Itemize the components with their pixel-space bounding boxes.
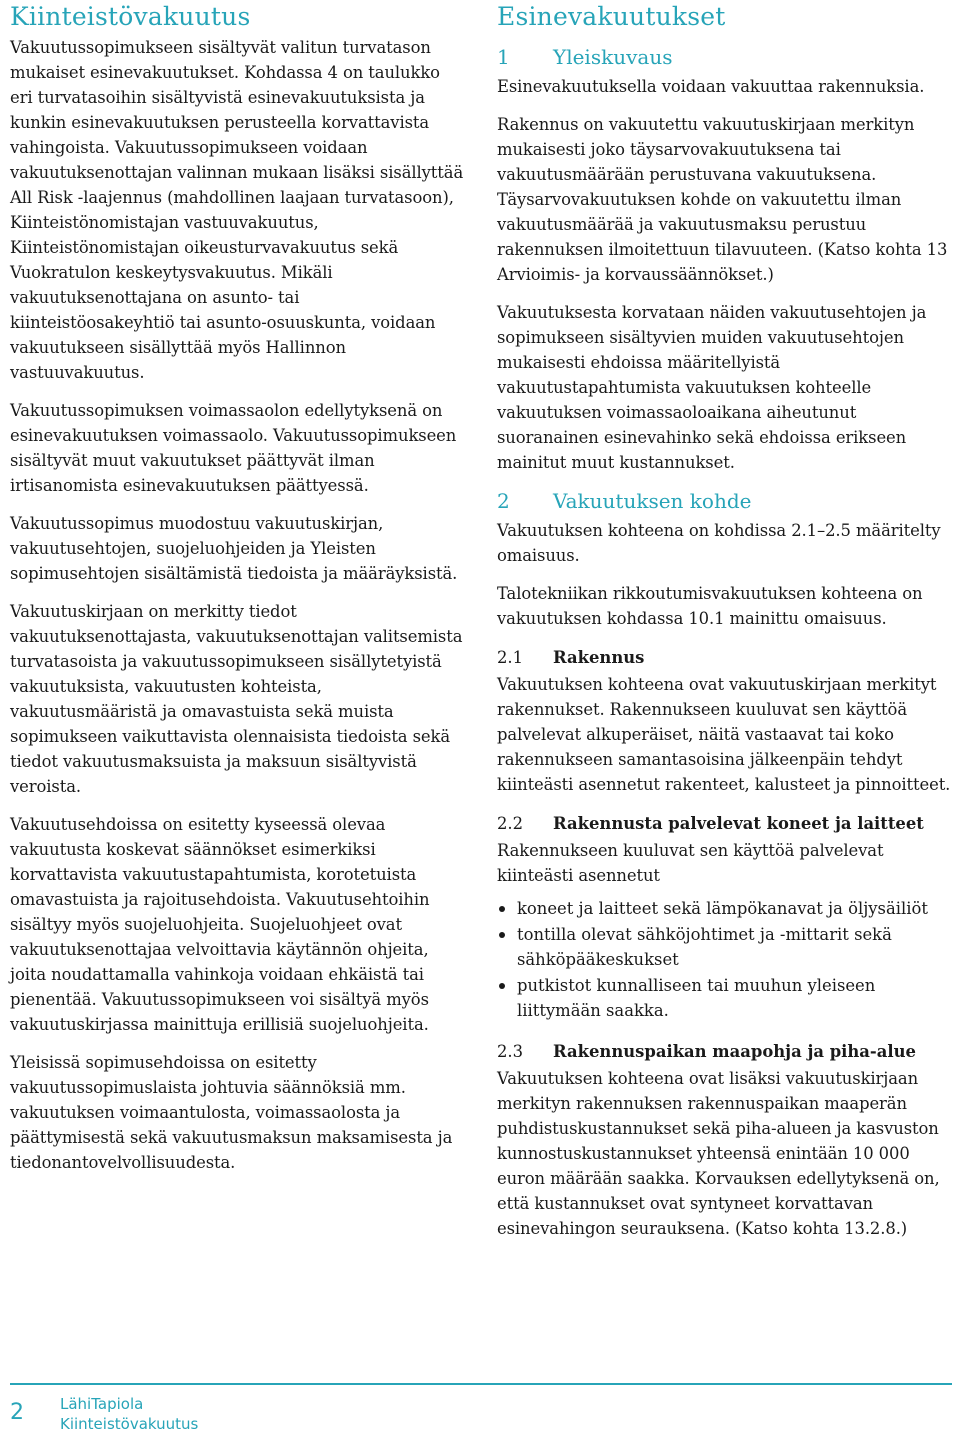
section-1-paragraph: Esinevakuutuksella voidaan vakuuttaa rakennuksia.	[497, 77, 925, 96]
section-2-paragraph: Vakuutuksen kohteena on kohdissa 2.1–2.5 määritelty omaisuus.	[497, 521, 941, 565]
subsection-heading: Rakennusta palvelevat koneet ja laitteet	[553, 814, 924, 833]
section-2-paragraph: Talotekniikan rikkoutumisvakuutuksen kohteena on vakuutuksen kohdassa 10.1 mainittu omaisuus.	[497, 584, 923, 628]
section-title-esinevakuutukset: Esinevakuutukset	[497, 2, 726, 31]
page-title-kiinteistovakuutus: Kiinteistövakuutus	[10, 2, 251, 31]
document-name: Kiinteistövakuutus	[60, 1415, 199, 1433]
subsection-number: 2.3	[497, 1042, 524, 1061]
company-name: LähiTapiola	[60, 1395, 144, 1413]
heading-section-2	[497, 488, 952, 514]
page-number: 2	[10, 1400, 24, 1425]
section-2-3-paragraph: Vakuutuksen kohteena ovat lisäksi vakuutuskirjaan merkityn rakennuksen rakennuspaikan maaperän puhdistuskustannukset sekä piha-alueen ja kasvuston kunnostuskustannukset yhteensä enintään 10 000 euron määrään saakka. Korvauksen edellytyksenä on, että kustannukset ovat syntyneet korvattavan esinevahingon seurauksena. (Katso kohta 13.2.8.)	[497, 1069, 940, 1238]
section-2-1-paragraph: Vakuutuksen kohteena ovat vakuutuskirjaan merkityt rakennukset. Rakennukseen kuuluvat sen käyttöä palvelevat alkuperäiset, näitä vastaavat tai koko rakennukseen samantasoisina jälkeenpäin tehdyt kiinteästi asennetut rakenteet, kalusteet ja pinnoitteet.	[497, 675, 951, 794]
footer-label	[60, 1394, 198, 1434]
terms-paragraph: Vakuutusehdoissa on esitetty kyseessä olevaa vakuutusta koskevat säännökset esimerkiksi korvattavista vakuutustapahtumista, korotetuista omavastuista ja rajoitusehdoista. Vakuutusehtoihin sisältyy myös suojeluohjeita. Suojeluohjeet ovat vakuutuksenottajaa velvoittavia käytännön ohjeita, joita noudattamalla vahinkoja voidaan ehkäistä tai pienentää. Vakuutussopimukseen voi sisältyä myös vakuutuskirjassa mainittuja erillisiä suojeluohjeita.	[10, 815, 430, 1034]
subsection-number: 2.2	[497, 814, 524, 833]
bullet-icon	[499, 906, 505, 912]
section-heading: Yleiskuvaus	[553, 45, 673, 69]
section-heading: Vakuutuksen kohde	[553, 489, 752, 513]
contract-parts-paragraph: Vakuutussopimus muodostuu vakuutuskirjan, vakuutusehtojen, suojeluohjeiden ja Yleisten sopimusehtojen sisältämistä tiedoista ja määräyksistä.	[10, 514, 458, 583]
intro-paragraph: Vakuutussopimukseen sisältyvät valitun turvatason mukaiset esinevakuutukset. Kohdassa 4 on taulukko eri turvatasoihin sisältyvistä esinevakuutuksista ja kunkin esinevakuutuksen perusteella korvattavista vahingoista. Vakuutussopimukseen voidaan vakuutuksenottajan valinnan mukaan lisäksi sisällyttää All Risk -laajennus (mahdollinen laajaan turvatasoon), Kiinteistönomistajan vastuuvakuutus, Kiinteistönomistajan oikeusturvavakuutus sekä Vuokratulon keskeytysvakuutus. Mikäli vakuutuksenottajana on asunto- tai kiinteistöosakeyhtiö tai asunto-osuuskunta, voidaan vakuutukseen sisällyttää myös Hallinnon vastuuvakuutus.	[10, 38, 464, 382]
heading-section-2-3	[497, 1039, 952, 1064]
subsection-heading: Rakennuspaikan maapohja ja piha-alue	[553, 1042, 916, 1061]
footer-divider	[10, 1383, 952, 1385]
list-item: koneet ja laitteet sekä lämpökanavat ja öljysäiliöt	[497, 896, 952, 921]
policy-document-paragraph: Vakuutuskirjaan on merkitty tiedot vakuutuksenottajasta, vakuutuksenottajan valitsemista turvatasoista ja vakuutussopimukseen sisällytetyistä vakuutuksista, vakuutusten kohteista, vakuutusmääristä ja omavastuista sekä muista sopimukseen vaikuttavista olennaisista tiedoista sekä tiedot vakuutusmaksuista ja maksuun sisältyvistä veroista.	[10, 602, 463, 796]
heading-section-2-2	[497, 811, 952, 836]
left-column	[10, 0, 465, 1188]
general-terms-paragraph: Yleisissä sopimusehdoissa on esitetty vakuutussopimuslaista johtuvia säännöksiä mm. vakuutuksen voimaantulosta, voimassaolosta ja päättymisestä sekä vakuutusmaksun maksamisesta ja tiedonantovelvollisuudesta.	[10, 1053, 453, 1172]
section-1-paragraph: Vakuutuksesta korvataan näiden vakuutusehtojen ja sopimukseen sisältyvien muiden vakuutusehtojen mukaisesti ehdoissa määritellyistä vakuutustapahtumista vakuutuksen kohteelle vakuutuksen voimassaoloaikana aiheutunut suoranainen esinevahinko sekä ehdoissa erikseen mainitut muut kustannukset.	[497, 303, 927, 472]
subsection-heading: Rakennus	[553, 648, 645, 667]
equipment-list	[497, 896, 952, 1023]
section-1-paragraph: Rakennus on vakuutettu vakuutuskirjaan merkityn mukaisesti joko täysarvovakuutuksena tai vakuutusmäärään perustuvana vakuutuksena. Täysarvovakuutuksen kohde on vakuutettu ilman vakuutusmäärää ja vakuutusmaksu perustuu rakennuksen ilmoitettuun tilavuuteen. (Katso kohta 13 Arvioimis- ja korvaussäännökset.)	[497, 115, 948, 284]
list-item: putkistot kunnalliseen tai muuhun yleiseen liittymään saakka.	[497, 973, 952, 1023]
right-column	[497, 0, 952, 1254]
section-number: 2	[497, 489, 510, 513]
validity-paragraph: Vakuutussopimuksen voimassaolon edellytyksenä on esinevakuutuksen voimassaolo. Vakuutussopimukseen sisältyvät muut vakuutukset päättyvät ilman irtisanomista esinevakuutuksen päättyessä.	[10, 401, 457, 495]
list-item: tontilla olevat sähköjohtimet ja -mittarit sekä sähköpääkeskukset	[497, 922, 952, 972]
heading-section-1	[497, 44, 952, 70]
section-number: 1	[497, 45, 510, 69]
subsection-number: 2.1	[497, 648, 524, 667]
section-2-2-paragraph: Rakennukseen kuuluvat sen käyttöä palvelevat kiinteästi asennetut	[497, 841, 884, 885]
heading-section-2-1	[497, 645, 952, 670]
bullet-icon	[499, 932, 505, 938]
bullet-icon	[499, 983, 505, 989]
